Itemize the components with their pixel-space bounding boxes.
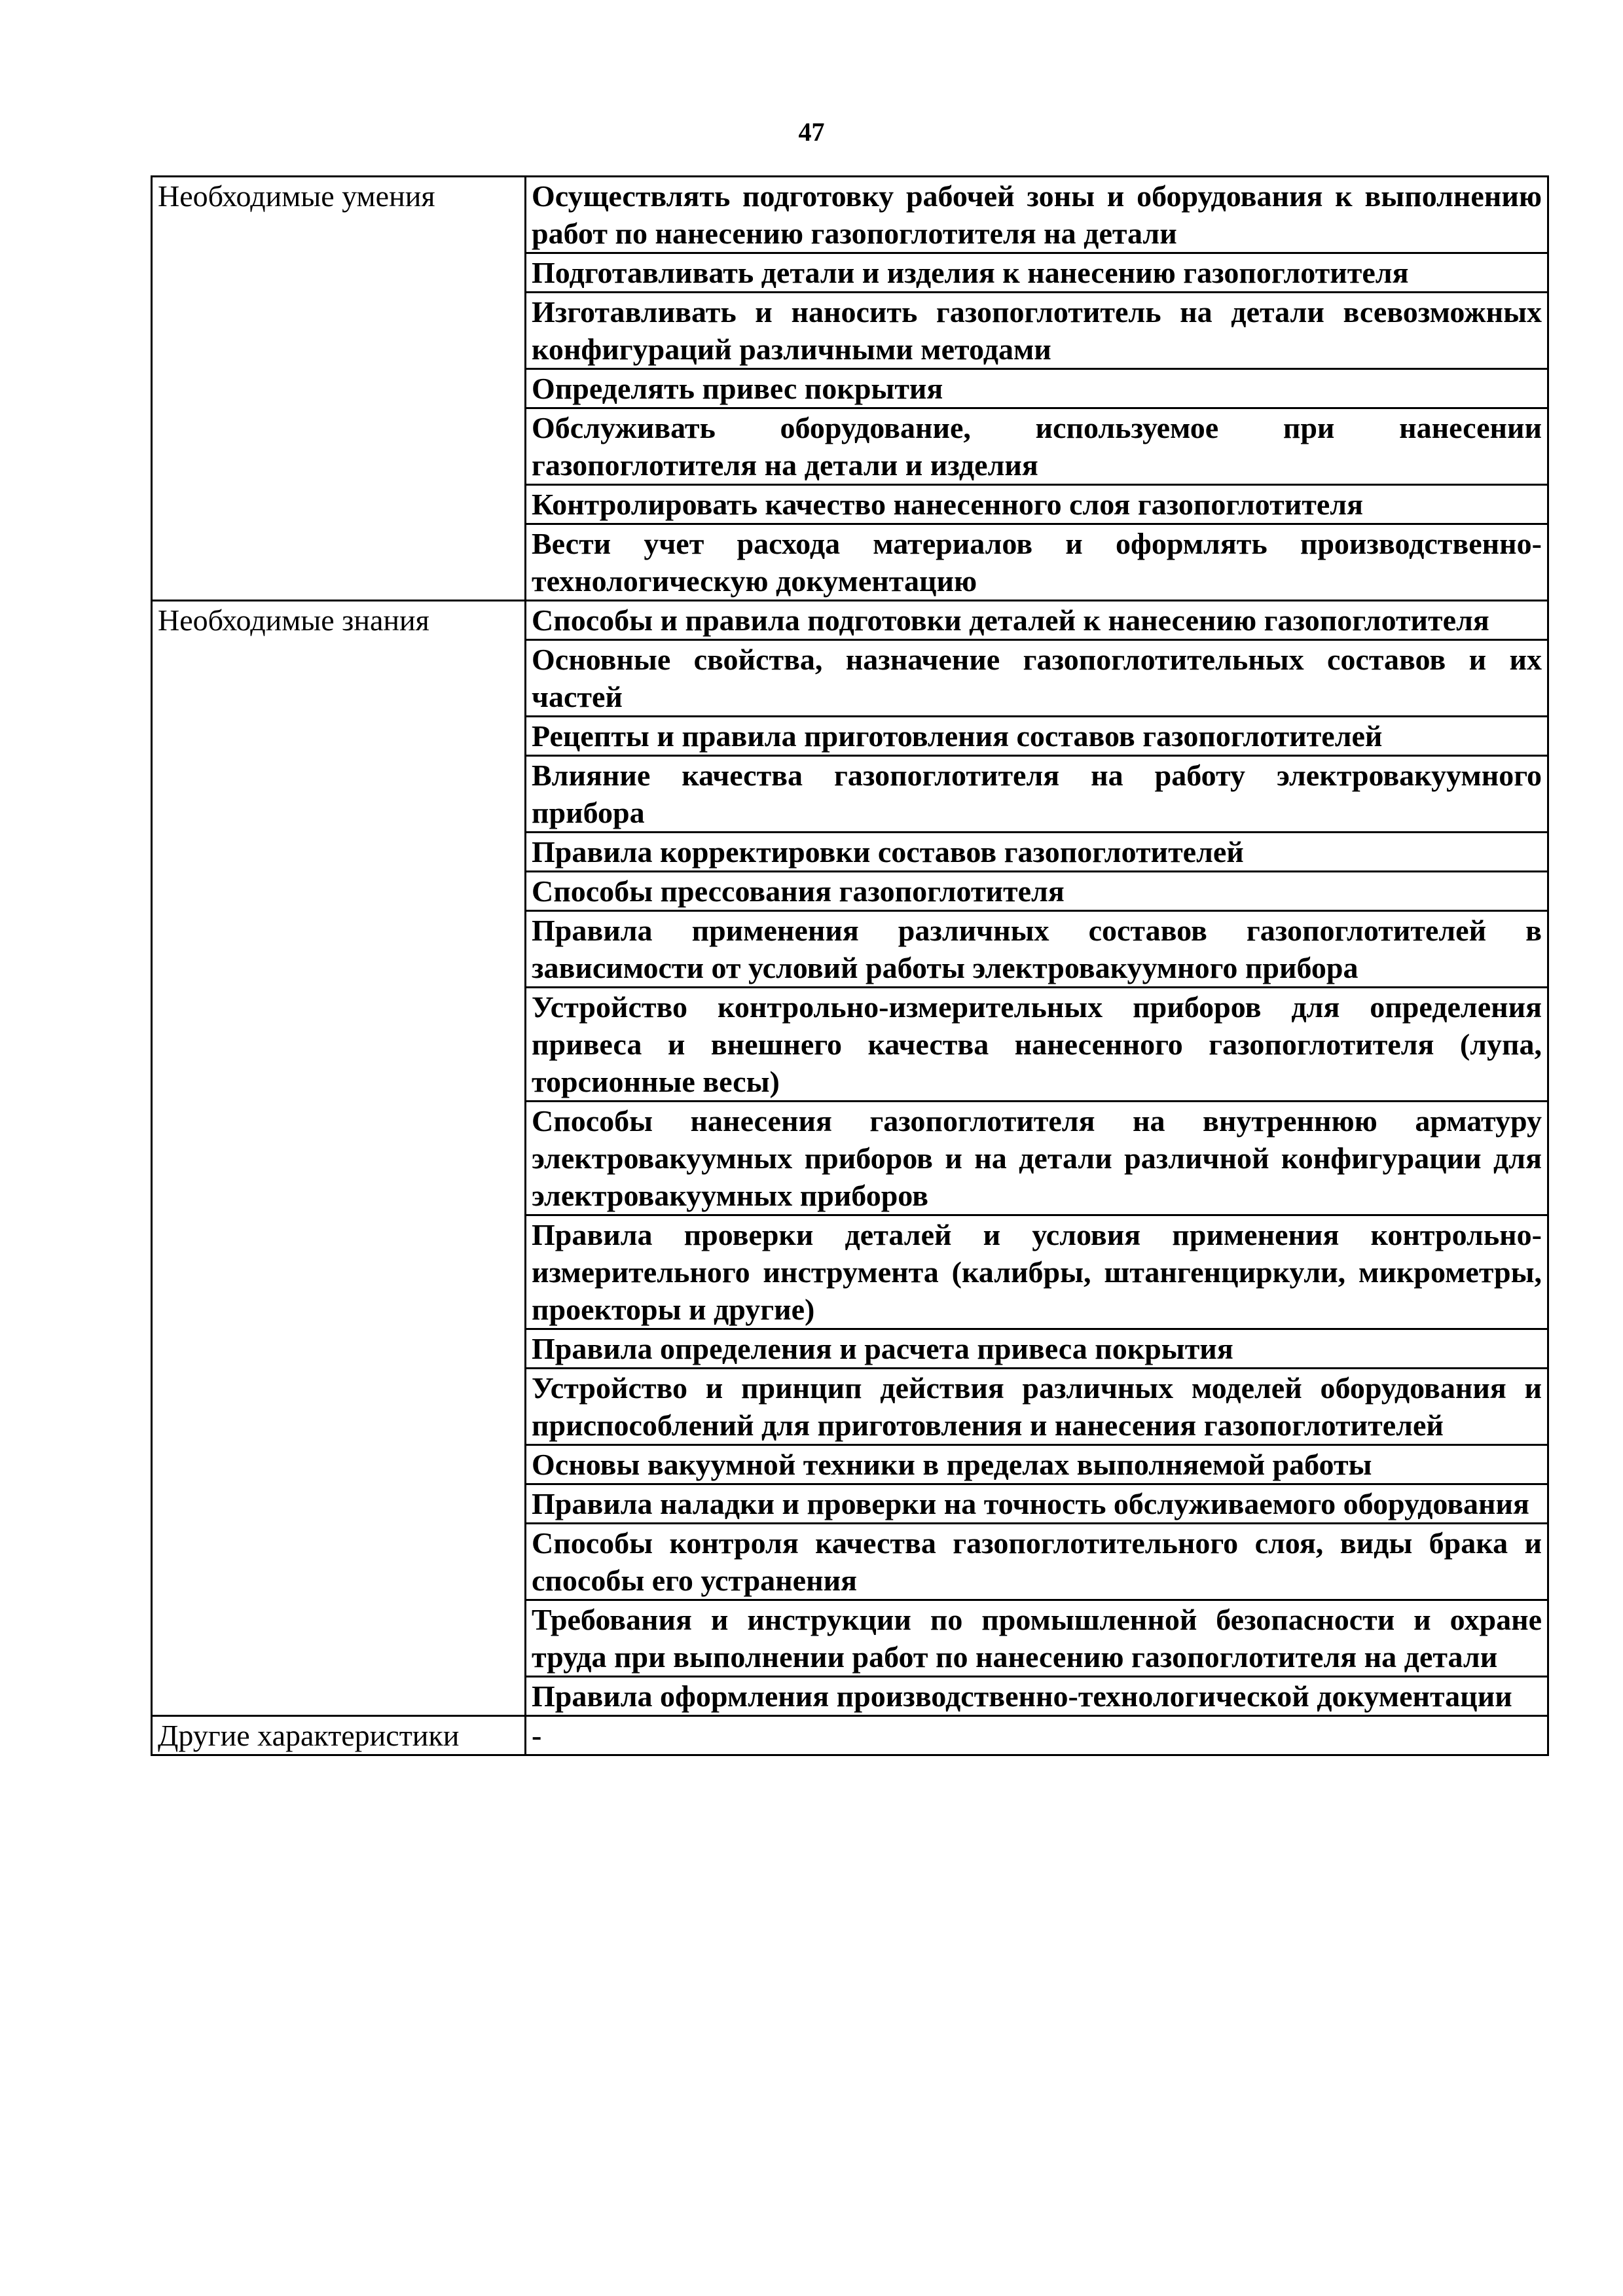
item-cell: Способы нанесения газопоглотителя на внутреннюю арматуру электровакуумных приборов и на детали различной конфигурации для электровакуумных приборов (526, 1102, 1548, 1215)
item-cell: Определять привес покрытия (526, 369, 1548, 408)
item-cell: Контролировать качество нанесенного слоя газопоглотителя (526, 485, 1548, 524)
table-body (152, 177, 1548, 1755)
item-cell: Правила наладки и проверки на точность обслуживаемого оборудования (526, 1484, 1548, 1524)
item-cell: Требования и инструкции по промышленной безопасности и охране труда при выполнении работ по нанесению газопоглотителя на детали (526, 1600, 1548, 1677)
item-cell: Основы вакуумной техники в пределах выполняемой работы (526, 1445, 1548, 1484)
item-cell: Влияние качества газопоглотителя на работу электровакуумного прибора (526, 756, 1548, 833)
item-cell: Способы прессования газопоглотителя (526, 872, 1548, 911)
item-cell: Вести учет расхода материалов и оформлять производственно-технологическую документацию (526, 524, 1548, 601)
category-cell: Необходимые умения (152, 177, 526, 601)
item-cell: Обслуживать оборудование, используемое при нанесении газопоглотителя на детали и изделия (526, 408, 1548, 485)
item-cell: Правила оформления производственно-технологической документации (526, 1677, 1548, 1716)
table-row (152, 1716, 1548, 1755)
item-cell: Устройство и принцип действия различных моделей оборудования и приспособлений для приготовления и нанесения газопоглотителей (526, 1369, 1548, 1445)
item-cell: Правила корректировки составов газопоглотителей (526, 833, 1548, 872)
item-cell: Основные свойства, назначение газопоглотительных составов и их частей (526, 640, 1548, 717)
item-cell: Правила проверки деталей и условия применения контрольно-измерительного инструмента (калибры, штангенциркули, микрометры, проекторы и другие) (526, 1215, 1548, 1329)
table-row (152, 601, 1548, 640)
item-cell: - (526, 1716, 1548, 1755)
category-cell: Другие характеристики (152, 1716, 526, 1755)
page-number: 47 (798, 117, 825, 147)
item-cell: Рецепты и правила приготовления составов газопоглотителей (526, 717, 1548, 756)
item-cell: Способы контроля качества газопоглотительного слоя, виды брака и способы его устранения (526, 1524, 1548, 1600)
item-cell: Способы и правила подготовки деталей к нанесению газопоглотителя (526, 601, 1548, 640)
item-cell: Устройство контрольно-измерительных приборов для определения привеса и внешнего качества нанесенного газопоглотителя (лупа, торсионные весы) (526, 988, 1548, 1102)
item-cell: Осуществлять подготовку рабочей зоны и оборудования к выполнению работ по нанесению газопоглотителя на детали (526, 177, 1548, 253)
item-cell: Правила применения различных составов газопоглотителей в зависимости от условий работы электровакуумного прибора (526, 911, 1548, 988)
characteristics-table (151, 175, 1549, 1756)
table-row (152, 177, 1548, 253)
item-cell: Подготавливать детали и изделия к нанесению газопоглотителя (526, 253, 1548, 293)
category-cell: Необходимые знания (152, 601, 526, 1716)
item-cell: Изготавливать и наносить газопоглотитель на детали всевозможных конфигураций различными методами (526, 293, 1548, 369)
item-cell: Правила определения и расчета привеса покрытия (526, 1329, 1548, 1369)
